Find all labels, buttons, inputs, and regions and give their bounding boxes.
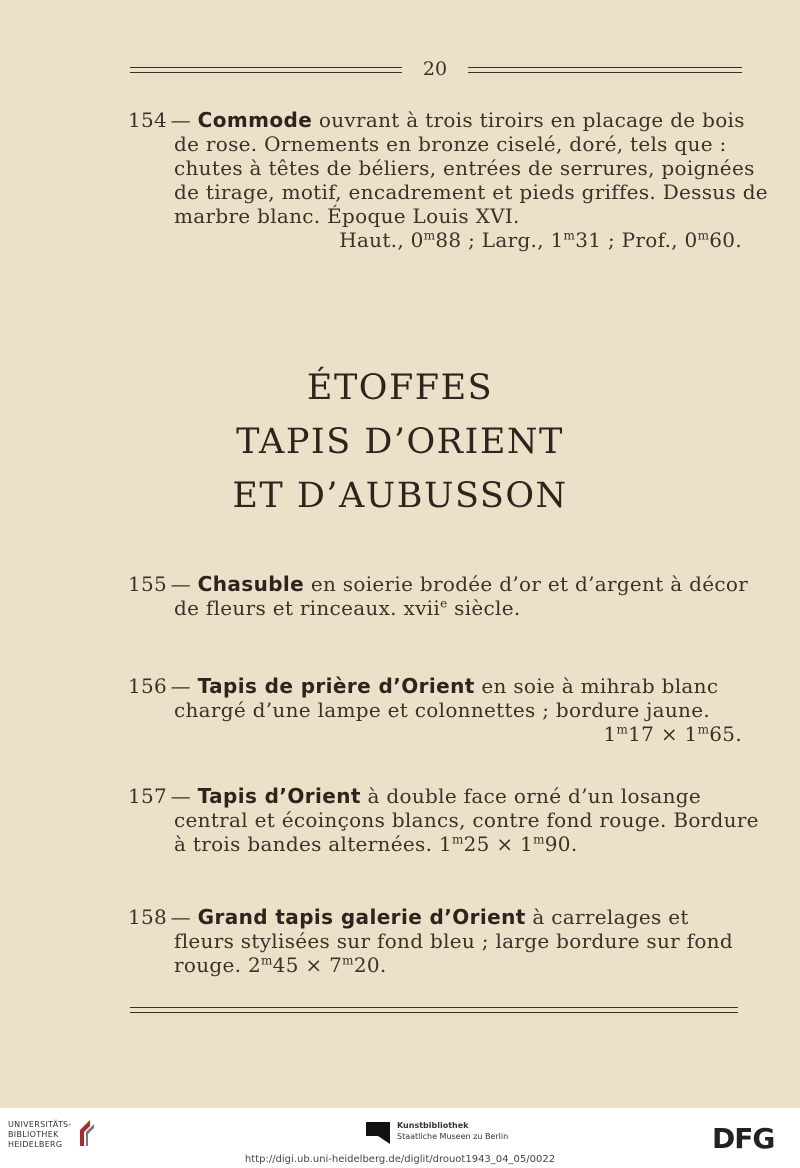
entry-154 bbox=[128, 108, 768, 252]
dims-part: 31 ; Prof., 0 bbox=[575, 228, 698, 252]
lot-dash: — bbox=[170, 108, 191, 132]
dims-unit: m bbox=[616, 722, 629, 737]
lot-text-line: en soierie brodée d’or et d’argent à décor bbox=[310, 572, 749, 596]
lot-number: 157 bbox=[128, 784, 168, 808]
lot-text-line: chutes à têtes de béliers, entrées de serrures, poignées bbox=[174, 156, 755, 180]
dims-part: Haut., 0 bbox=[339, 228, 424, 252]
page-number: 20 bbox=[422, 58, 448, 80]
entry-156 bbox=[128, 674, 742, 746]
lot-dimensions bbox=[128, 722, 742, 746]
dfg-logo: DFG bbox=[712, 1122, 775, 1155]
footer-rule bbox=[130, 1007, 738, 1013]
entry-157 bbox=[128, 784, 759, 856]
dims-unit: m bbox=[260, 953, 273, 968]
dims-unit: m bbox=[533, 832, 545, 847]
digitization-footer bbox=[0, 1108, 800, 1168]
lot-number: 154 bbox=[128, 108, 168, 132]
lot-text-line: rouge. bbox=[174, 953, 242, 977]
dims-part: 25 × 1 bbox=[463, 832, 534, 856]
section-heading-line-1: ÉTOFFES bbox=[306, 368, 494, 408]
section-heading-line-3: ET D’AUBUSSON bbox=[232, 476, 568, 516]
lot-text-line: à double face orné d’un losange bbox=[367, 784, 702, 808]
dims-part: 20. bbox=[353, 953, 387, 977]
logo-text: UNIVERSITÄTS- bbox=[8, 1120, 72, 1129]
dims-part: 88 ; Larg., 1 bbox=[435, 228, 564, 252]
lot-text-line: à carrelages et bbox=[532, 905, 689, 929]
logo-text: HEIDELBERG bbox=[8, 1140, 63, 1149]
lot-title: Commode bbox=[197, 108, 313, 132]
lot-text-line: central et écoinçons blancs, contre fond rouge. Bordure bbox=[174, 808, 759, 832]
century-sup: e bbox=[440, 596, 448, 611]
lot-dash: — bbox=[170, 572, 191, 596]
lot-text-line: ouvrant à trois tiroirs en placage de bois bbox=[318, 108, 745, 132]
lot-dimensions bbox=[248, 953, 387, 977]
dims-unit: m bbox=[563, 228, 576, 243]
dims-part: 65. bbox=[709, 722, 742, 746]
dims-unit: m bbox=[697, 228, 710, 243]
lot-text-line: marbre blanc. Époque Louis XVI. bbox=[174, 204, 520, 228]
kb-subtitle: Staatliche Museen zu Berlin bbox=[397, 1132, 509, 1141]
dims-unit: m bbox=[423, 228, 436, 243]
university-library-logo bbox=[8, 1120, 72, 1150]
lot-text-line bbox=[128, 596, 742, 620]
lot-last-line bbox=[128, 832, 742, 856]
dims-part: 17 × 1 bbox=[628, 722, 698, 746]
lot-number: 158 bbox=[128, 905, 168, 929]
dims-unit: m bbox=[451, 832, 464, 847]
kunstbibliothek-label bbox=[397, 1120, 508, 1142]
lot-text-line: de rose. Ornements en bronze ciselé, doré, tels que : bbox=[174, 132, 727, 156]
logo-text: BIBLIOTHEK bbox=[8, 1130, 59, 1139]
lot-text-part: siècle. bbox=[447, 596, 521, 620]
lot-text-line: fleurs stylisées sur fond bleu ; large bordure sur fond bbox=[174, 929, 733, 953]
lot-text-line: chargé d’une lampe et colonnettes ; bordure jaune. bbox=[174, 698, 711, 722]
kb-name: Kunstbibliothek bbox=[397, 1121, 469, 1130]
dims-part: 2 bbox=[247, 953, 261, 977]
lot-dimensions bbox=[439, 832, 578, 856]
dims-part: 90. bbox=[544, 832, 578, 856]
kunstbibliothek-logo-icon bbox=[366, 1122, 390, 1144]
lot-text-line: à trois bandes alternées. bbox=[174, 832, 433, 856]
lot-text-line: en soie à mihrab blanc bbox=[481, 674, 719, 698]
lot-text-part: de fleurs et rinceaux. xvii bbox=[174, 596, 441, 620]
dims-unit: m bbox=[342, 953, 354, 968]
university-emblem-icon bbox=[76, 1118, 96, 1148]
dims-part: 1 bbox=[438, 832, 452, 856]
lot-dimensions bbox=[128, 228, 742, 252]
lot-text-line: de tirage, motif, encadrement et pieds griffes. Dessus de bbox=[174, 180, 768, 204]
lot-title: Grand tapis galerie d’Orient bbox=[197, 905, 526, 929]
lot-dash: — bbox=[170, 784, 191, 808]
dims-part: 45 × 7 bbox=[272, 953, 343, 977]
lot-title: Chasuble bbox=[197, 572, 305, 596]
header-rule-left bbox=[130, 67, 402, 73]
dims-unit: m bbox=[697, 722, 710, 737]
section-heading-line-2: TAPIS D’ORIENT bbox=[236, 422, 564, 462]
dims-part: 60. bbox=[709, 228, 742, 252]
lot-dash: — bbox=[170, 905, 191, 929]
lot-dash: — bbox=[170, 674, 191, 698]
lot-title: Tapis de prière d’Orient bbox=[197, 674, 475, 698]
lot-title: Tapis d’Orient bbox=[197, 784, 361, 808]
lot-number: 156 bbox=[128, 674, 168, 698]
header-rule-right bbox=[468, 67, 742, 73]
entry-158 bbox=[128, 905, 742, 977]
source-url[interactable]: http://digi.ub.uni-heidelberg.de/diglit/drouot1943_04_05/0022 bbox=[244, 1154, 556, 1165]
entry-155 bbox=[128, 572, 749, 620]
dims-part: 1 bbox=[603, 722, 617, 746]
lot-number: 155 bbox=[128, 572, 168, 596]
lot-last-line bbox=[128, 953, 742, 977]
